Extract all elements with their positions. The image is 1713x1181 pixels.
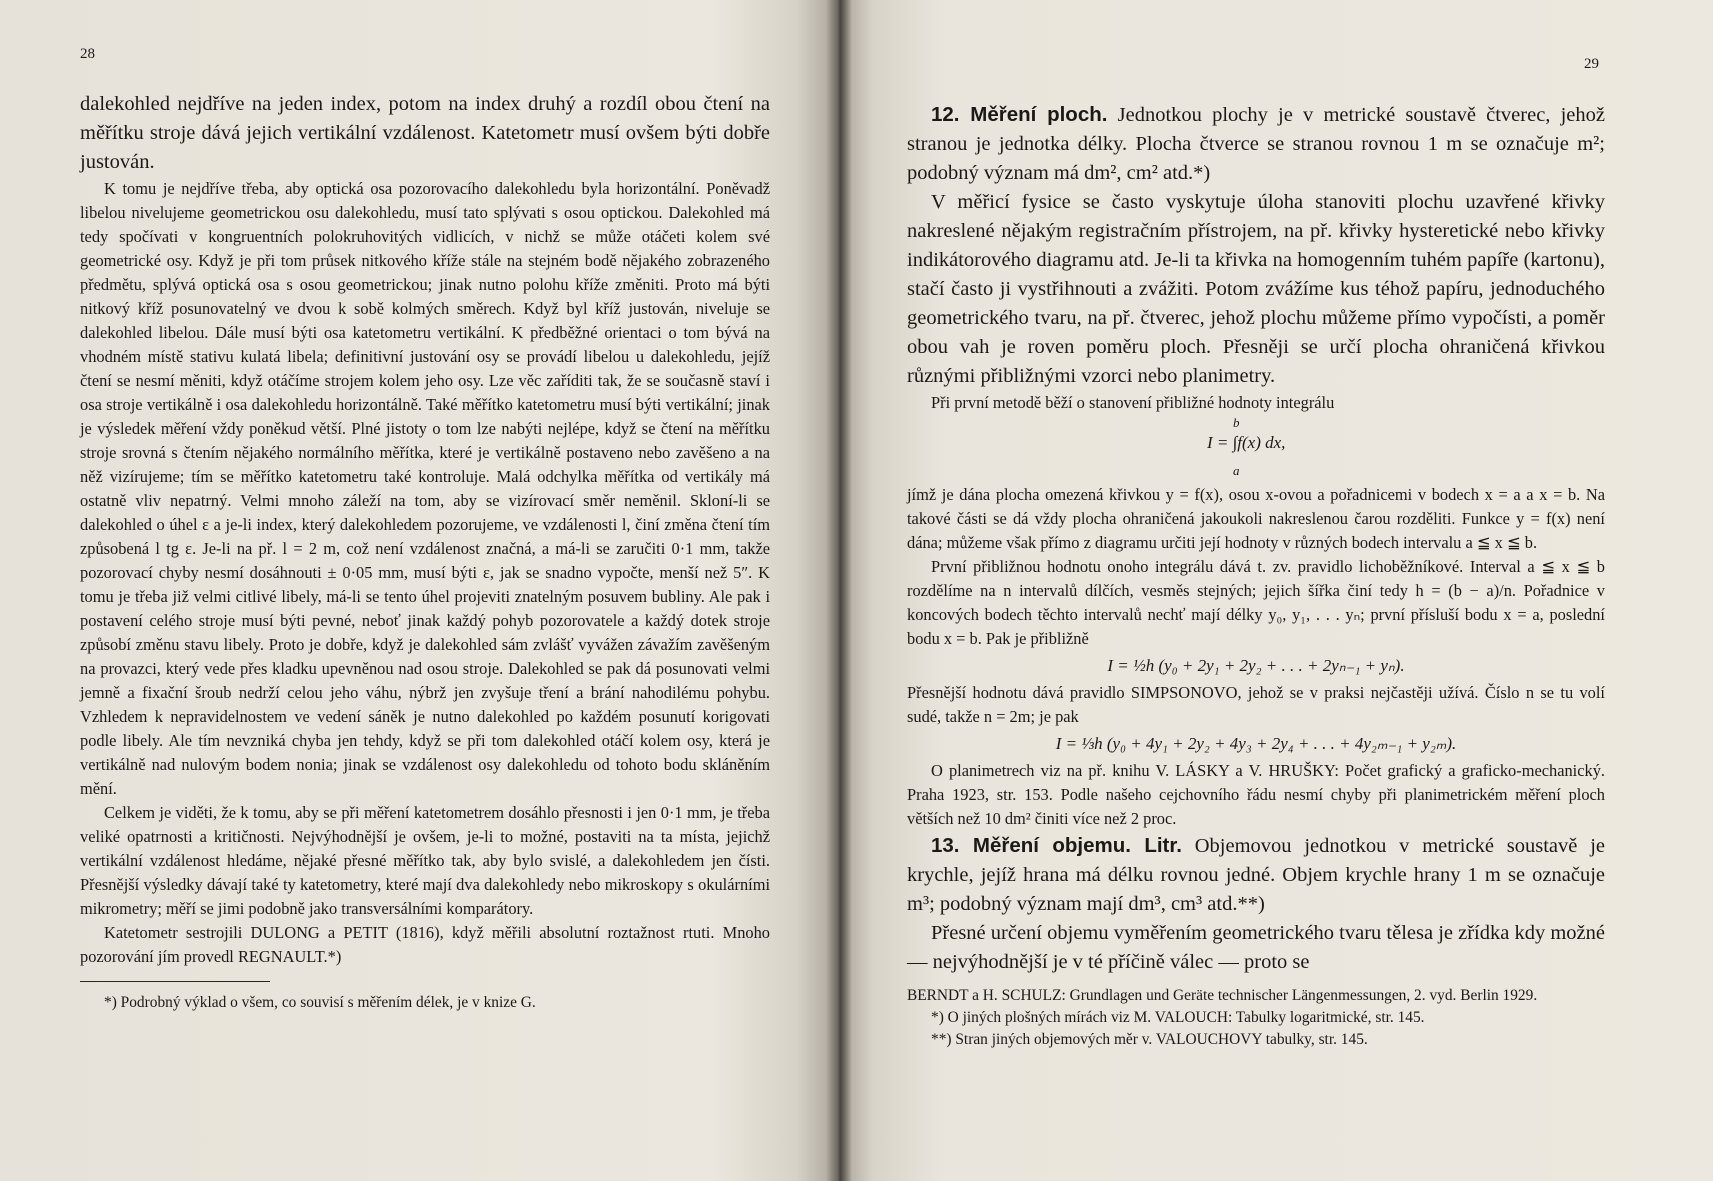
paragraph: dalekohled nejdříve na jeden index, potom na index druhý a rozdíl obou čtení na měřítku stroje dává jejich vertikální vzdálenost. Katetometr musí ovšem býti dobře justován. <box>80 93 770 173</box>
paragraph: Přesné určení objemu vyměřením geometrického tvaru tělesa je zřídka kdy možné — nejvýhodnější je v té příčině válec — proto se <box>907 922 1605 973</box>
footnote-divider <box>80 981 270 982</box>
paragraph: Celkem je viděti, že k tomu, aby se při měření katetometrem dosáhlo přesnosti i jen 0·1 mm, je třeba veliké opatrnosti a kritičnosti. Nejvýhodnější je ovšem, je-li to možné, postaviti na ta místa, jejichž vertikální vzdálenost hledáme, nějaké přesné měřítko tak, aby bylo svislé, a dalekohledem jen čísti. Přesnější výsledky dávají také ty katetometry, které mají dva dalekohledy nebo mikroskopy s okulárními mikrometry; měří se jimi podobně jako transversálními komparátory. <box>80 803 770 918</box>
section-13-paragraph <box>907 831 1605 919</box>
paragraph: K tomu je nejdříve třeba, aby optická osa pozorovacího dalekohledu byla horizontální. Poněvadž libelou nivelujeme geometrickou osu dalekohledu, musí tato splývati s osou optickou. Dalekohled má tedy spočívati v kongruentních polokruhovitých vidlicích, v nichž se může otáčeti kolem své geometrické osy. Když je při tom průsek nitkového kříže stále na stejném bodě nějakého zobrazeného předmětu, splývá optická osa s osou geometrickou; jinak nutno polohu kříže změniti. Proto má býti nitkový kříž posunovatelný ve dvou k sobě kolmých směrech. Když byl kříž justován, niveluje se dalekohled libelou. Dále musí býti osa katetometru vertikální. K předběžné orientaci o tom bývá na vhodném místě stativu kulatá libela; definitivní justování osy se provádí libelou u dalekohledu, jejíž čtení se nesmí měniti, když otáčíme strojem kolem jeho osy. Lze věc zaříditi tak, že se současně staví i osa stroje vertikálně i osa dalekohledu horizontálně. Také měřítko katetometru musí býti vertikální; jinak je výsledek měření vždy poněkud větší. Plné jistoty o tom lze nabýti nejlépe, když se čtení na měřítku stroje srovná s čtením nějakého normálního měřítka, které je vertikálně postaveno nebo zavěšeno a na něž vizírujeme; tím se měřítko katetometru také kontroluje. Malá odchylka měřítka od vertikály má ostatně vliv nepatrný. Velmi mnoho záleží na tom, aby se vizírovací směr neměnil. Skloní-li se dalekohled o úhel ε a je-li index, který dalekohledem pozorujeme, ve vzdálenosti l, činí změna čtení tím způsobená l tg ε. Je-li na př. l = 2 m, což není vzdálenost značná, a má-li se zaručiti 0·1 mm, takže pozorovací chyby nesmí dosáhnouti ± 0·05 mm, musí býti ε, jak se snadno vypočte, menší než 5″. K tomu je třeba již velmi citlivé libely, má-li se tento úhel projeviti znatelným posuvem bubliny. Ale pak i postavení celého stroje musí býti pevné, neboť jinak každý pohyb pozorovatele a každý dotek stroje způsobí změnu stavu libely. Proto je dobře, když je dalekohled sám zvlášť vyvážen závažím zavěšeným na provazci, který vede přes kladku upevněnou nad osou stroje. Dalekohled se pak dá posunovati velmi jemně a fixační šroub nedrží celou jeho váhu, nýbrž jen zvyšuje tření a brání nahodilému pohybu. Vzhledem k nepravidelnostem ve vedení sáněk je nutno dalekohled po každém posunutí korigovati podle libely. Ale tím nevzniká chyba jen tehdy, když se při tom dalekohled otáčí kolem osy, která je vertikálně nad nulovým bodem nonia; jinak se vzdálenost osy dalekohledu od tohoto bodu skláněním mění. <box>80 179 770 798</box>
integral-formula <box>907 415 1605 483</box>
left-page-text <box>80 90 770 1014</box>
paragraph: Přesnější hodnotu dává pravidlo SIMPSONOVO, jehož se v praksi nejčastěji užívá. Číslo n se tu volí sudé, takže n = 2m; je pak <box>907 683 1605 726</box>
integral-lower-limit: a <box>1233 463 1240 478</box>
right-page-text <box>907 100 1605 1051</box>
footnote: *) O jiných plošných mírách viz M. VALOUCH: Tabulky logaritmické, str. 145. <box>931 1009 1425 1026</box>
section-text: Objemovou jednotkou v metrické soustavě je krychle, jejíž hrana má délku rovnou jedné. Objem krychle hrany 1 m se označuje m³; podobný význam mají dm³, cm³ atd.**) <box>907 835 1605 915</box>
page-number-left: 28 <box>80 46 95 62</box>
page-number-right: 29 <box>1584 56 1599 72</box>
section-heading: 12. Měření ploch. <box>931 103 1108 126</box>
paragraph: Při první metodě běží o stanovení přibližné hodnoty integrálu <box>931 393 1335 412</box>
trapezoid-formula: I = ½h (y₀ + 2y₁ + 2y₂ + . . . + 2yₙ₋₁ + yₙ). <box>1107 656 1405 675</box>
book-gutter <box>826 0 852 1181</box>
footnote: *) Podrobný výklad o všem, co souvisí s měřením délek, je v knize G. <box>104 994 536 1011</box>
left-page <box>0 0 838 1181</box>
paragraph: O planimetrech viz na př. knihu V. LÁSKY a V. HRUŠKY: Počet grafický a graficko-mechanický. Praha 1923, str. 153. Podle našeho cejchovního řádu nesmí chyby při planimetrickém měření ploch větších než 10 dm² činiti více než 2 proc. <box>907 761 1605 828</box>
integral-upper-limit: b <box>1233 415 1240 430</box>
section-12-paragraph <box>907 100 1605 188</box>
integral-expression: I = ∫f(x) dx, <box>1207 433 1286 452</box>
section-heading: 13. Měření objemu. Litr. <box>931 834 1182 857</box>
simpson-formula: I = ⅓h (y₀ + 4y₁ + 2y₂ + 4y₃ + 2y₄ + . . . + 4y₂ₘ₋₁ + y₂ₘ). <box>1055 734 1457 753</box>
paragraph: První přibližnou hodnotu onoho integrálu dává t. zv. pravidlo lichoběžníkové. Interval a ≦ x ≦ b rozdělíme na n intervalů dílčích, vesměs stejných; jejich šířka činí tedy h = (b − a)/n. Pořadnice v koncových bodech těchto intervalů nechť mají délky y₀, y₁, . . . yₙ; první přísluší bodu x = a, poslední bodu x = b. Pak je přibližně <box>907 557 1605 648</box>
paragraph: Katetometr sestrojili DULONG a PETIT (1816), když měřili absolutní roztažnost rtuti. Mnoho pozorování jím provedl REGNAULT.*) <box>80 923 770 966</box>
footnote-continuation: BERNDT a H. SCHULZ: Grundlagen und Geräte technischer Längenmessungen, 2. vyd. Berlin 1929. <box>907 987 1538 1004</box>
section-text: Jednotkou plochy je v metrické soustavě čtverec, jehož stranou je jednotka délky. Plocha čtverce se stranou rovnou 1 m se označuje m²; podobný význam má dm², cm² atd.*) <box>907 104 1605 184</box>
paragraph: jímž je dána plocha omezená křivkou y = f(x), osou x-ovou a pořadnicemi v bodech x = a a x = b. Na takové části se dá vždy plocha ohraničená jakoukoli nakreslenou čarou rozděliti. Funkce y = f(x) není dána; můžeme však přímo z diagramu určiti její hodnoty v různých bodech intervalu a ≦ x ≦ b. <box>907 485 1605 552</box>
paragraph: V měřicí fysice se často vyskytuje úloha stanoviti plochu uzavřené křivky nakreslené nějakým registračním přístrojem, na př. křivky hysteretické nebo křivky indikátorového diagramu atd. Je-li ta křivka na homogenním tuhém papíře (kartonu), stačí často ji vystřihnouti a zvážiti. Potom zvážíme kus téhož papíru, jednoduchého geometrického tvaru, na př. čtverec, jehož plochu můžeme přímo vypočísti, a poměr obou vah je roven poměru ploch. Přesněji se určí plocha ohraničená křivkou různými přibližnými vzorci nebo planimetry. <box>907 191 1605 387</box>
footnote: **) Stran jiných objemových měr v. VALOUCHOVY tabulky, str. 145. <box>931 1031 1368 1048</box>
